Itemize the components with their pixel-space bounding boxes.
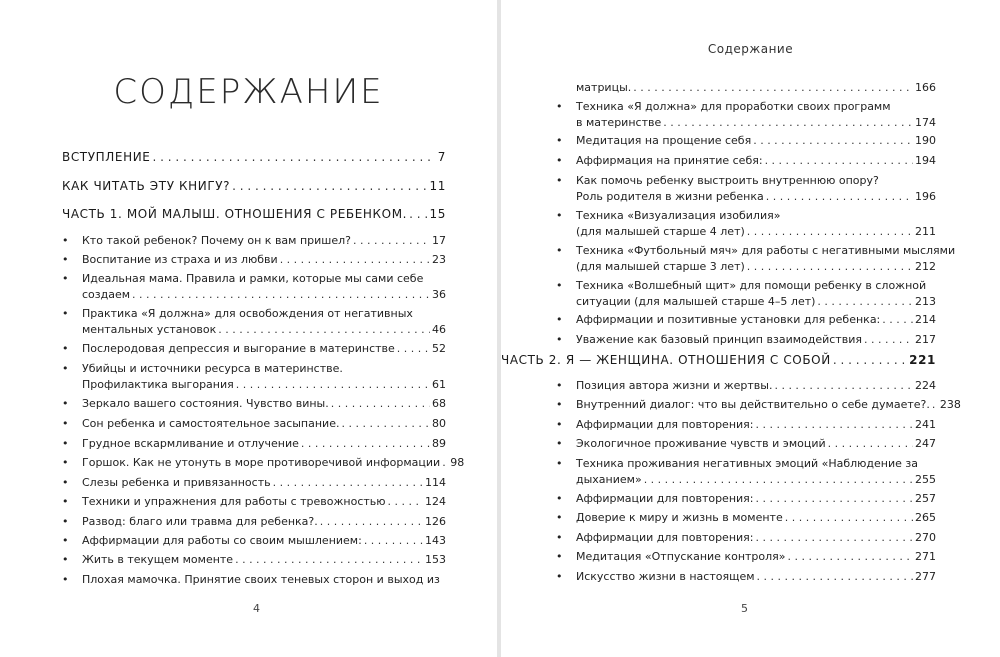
bullet-icon: • bbox=[62, 573, 69, 586]
bullet-icon: • bbox=[62, 534, 69, 547]
toc-entry-how-to-read[interactable]: КАК ЧИТАТЬ ЭТУ КНИГУ? . . . 11 bbox=[62, 179, 446, 193]
toc-entry[interactable]: • Послеродовая депрессия и выгорание в материнстве . . . 52 bbox=[62, 341, 446, 357]
bullet-icon: • bbox=[556, 313, 563, 326]
toc-entry[interactable]: • Аффирмации для работы со своим мышлением: . . . 143 bbox=[62, 533, 446, 549]
bullet-icon: • bbox=[556, 437, 563, 450]
bullet-icon: • bbox=[556, 244, 563, 257]
toc-entry[interactable]: • Горшок. Как не утонуть в море противоречивой информации . . . 98 bbox=[62, 455, 446, 471]
bullet-icon: • bbox=[62, 397, 69, 410]
bullet-icon: • bbox=[62, 234, 69, 247]
bullet-icon: • bbox=[62, 362, 69, 375]
toc-entry[interactable]: • Практика «Я должна» для освобождения от негативных ментальных установок . . . 46 bbox=[62, 306, 446, 338]
bullet-icon: • bbox=[556, 570, 563, 583]
bullet-icon: • bbox=[556, 134, 563, 147]
bullet-icon: • bbox=[556, 379, 563, 392]
running-head: Содержание bbox=[707, 42, 794, 56]
toc-entry[interactable]: • Медитация «Отпускание контроля» . . . 271 bbox=[556, 549, 936, 565]
toc-entry[interactable]: • Идеальная мама. Правила и рамки, которые мы сами себе создаем . . . 36 bbox=[62, 271, 446, 303]
bullet-icon: • bbox=[556, 279, 563, 292]
bullet-icon: • bbox=[556, 209, 563, 222]
bullet-icon: • bbox=[556, 333, 563, 346]
left-page bbox=[0, 0, 497, 657]
toc-entry[interactable]: • Плохая мамочка. Принятие своих теневых сторон и выход из bbox=[62, 573, 440, 586]
bullet-icon: • bbox=[62, 515, 69, 528]
toc-entry-continuation[interactable]: матрицы. . . . 166 bbox=[556, 80, 936, 96]
bullet-icon: • bbox=[556, 492, 563, 505]
bullet-icon: • bbox=[556, 418, 563, 431]
bullet-icon: • bbox=[62, 253, 69, 266]
toc-entry[interactable]: • Как помочь ребенку выстроить внутреннюю опору? Роль родителя в жизни ребенка . . . 196 bbox=[556, 173, 936, 205]
bullet-icon: • bbox=[556, 457, 563, 470]
toc-entry[interactable]: • Аффирмации для повторения: . . . 241 bbox=[556, 417, 936, 433]
toc-entry[interactable]: • Кто такой ребенок? Почему он к вам пришел? . . . 17 bbox=[62, 233, 446, 249]
toc-entry[interactable]: • Уважение как базовый принцип взаимодействия . . . 217 bbox=[556, 332, 936, 348]
toc-entry[interactable]: • Жить в текущем моменте . . . 153 bbox=[62, 552, 446, 568]
toc-entry[interactable]: • Техника «Футбольный мяч» для работы с негативными мыслями (для малышей старше 3 лет) . . . 212 bbox=[556, 243, 936, 275]
bullet-icon: • bbox=[556, 511, 563, 524]
toc-entry[interactable]: • Экологичное проживание чувств и эмоций . . . 247 bbox=[556, 436, 936, 452]
bullet-icon: • bbox=[62, 272, 69, 285]
bullet-icon: • bbox=[62, 417, 69, 430]
bullet-icon: • bbox=[62, 495, 69, 508]
toc-entry[interactable]: • Аффирмации для повторения: . . . 270 bbox=[556, 530, 936, 546]
toc-entry[interactable]: • Зеркало вашего состояния. Чувство вины. . . . 68 bbox=[62, 396, 446, 412]
bullet-icon: • bbox=[556, 398, 563, 411]
toc-entry[interactable]: • Внутренний диалог: что вы действительно о себе думаете?. . . . 238 bbox=[556, 397, 936, 413]
toc-entry-introduction[interactable]: ВСТУПЛЕНИЕ . . . 7 bbox=[62, 150, 446, 164]
bullet-icon: • bbox=[62, 553, 69, 566]
toc-entry[interactable]: • Техники и упражнения для работы с тревожностью . . . 124 bbox=[62, 494, 446, 510]
bullet-icon: • bbox=[62, 476, 69, 489]
toc-entry-part-1[interactable]: ЧАСТЬ 1. МОЙ МАЛЫШ. ОТНОШЕНИЯ С РЕБЕНКОМ. . . . 15 bbox=[62, 207, 446, 221]
toc-title: СОДЕРЖАНИЕ bbox=[113, 72, 384, 112]
toc-entry[interactable]: • Техника «Визуализация изобилия» (для малышей старше 4 лет) . . . 211 bbox=[556, 208, 936, 240]
toc-entry[interactable]: • Слезы ребенка и привязанность . . . 114 bbox=[62, 475, 446, 491]
bullet-icon: • bbox=[62, 307, 69, 320]
bullet-icon: • bbox=[62, 342, 69, 355]
toc-entry[interactable]: • Убийцы и источники ресурса в материнстве. Профилактика выгорания . . . 61 bbox=[62, 361, 446, 393]
toc-entry[interactable]: • Техника «Волшебный щит» для помощи ребенку в сложной ситуации (для малышей старше 4–5 лет) . . . 213 bbox=[556, 278, 936, 310]
toc-entry[interactable]: • Аффирмации и позитивные установки для ребенка: . . . 214 bbox=[556, 312, 936, 328]
toc-entry[interactable]: • Позиция автора жизни и жертвы. . . . 224 bbox=[556, 378, 936, 394]
toc-entry[interactable]: • Доверие к миру и жизнь в моменте . . . 265 bbox=[556, 510, 936, 526]
toc-entry[interactable]: • Искусство жизни в настоящем . . . 277 bbox=[556, 569, 936, 585]
toc-entry[interactable]: • Развод: благо или травма для ребенка?. . . . 126 bbox=[62, 514, 446, 530]
bullet-icon: • bbox=[556, 531, 563, 544]
toc-entry[interactable]: • Медитация на прощение себя . . . 190 bbox=[556, 133, 936, 149]
page-number: 4 bbox=[253, 602, 260, 615]
bullet-icon: • bbox=[556, 174, 563, 187]
bullet-icon: • bbox=[556, 100, 563, 113]
toc-entry-part-2[interactable]: ЧАСТЬ 2. Я — ЖЕНЩИНА. ОТНОШЕНИЯ С СОБОЙ . . . 221 bbox=[501, 353, 936, 367]
toc-entry[interactable]: • Грудное вскармливание и отлучение . . . 89 bbox=[62, 436, 446, 452]
toc-entry[interactable]: • Аффирмации для повторения: . . . 257 bbox=[556, 491, 936, 507]
bullet-icon: • bbox=[62, 456, 69, 469]
page-number: 5 bbox=[741, 602, 748, 615]
bullet-icon: • bbox=[62, 437, 69, 450]
toc-entry[interactable]: • Техника «Я должна» для проработки своих программ в материнстве . . . 174 bbox=[556, 99, 936, 131]
bullet-icon: • bbox=[556, 550, 563, 563]
bullet-icon: • bbox=[556, 154, 563, 167]
toc-entry[interactable]: • Аффирмация на принятие себя: . . . 194 bbox=[556, 153, 936, 169]
right-page bbox=[501, 0, 1000, 657]
toc-entry[interactable]: • Воспитание из страха и из любви . . . 23 bbox=[62, 252, 446, 268]
toc-entry[interactable]: • Сон ребенка и самостоятельное засыпание. . . . 80 bbox=[62, 416, 446, 432]
toc-entry[interactable]: • Техника проживания негативных эмоций «Наблюдение за дыханием» . . . 255 bbox=[556, 456, 936, 488]
